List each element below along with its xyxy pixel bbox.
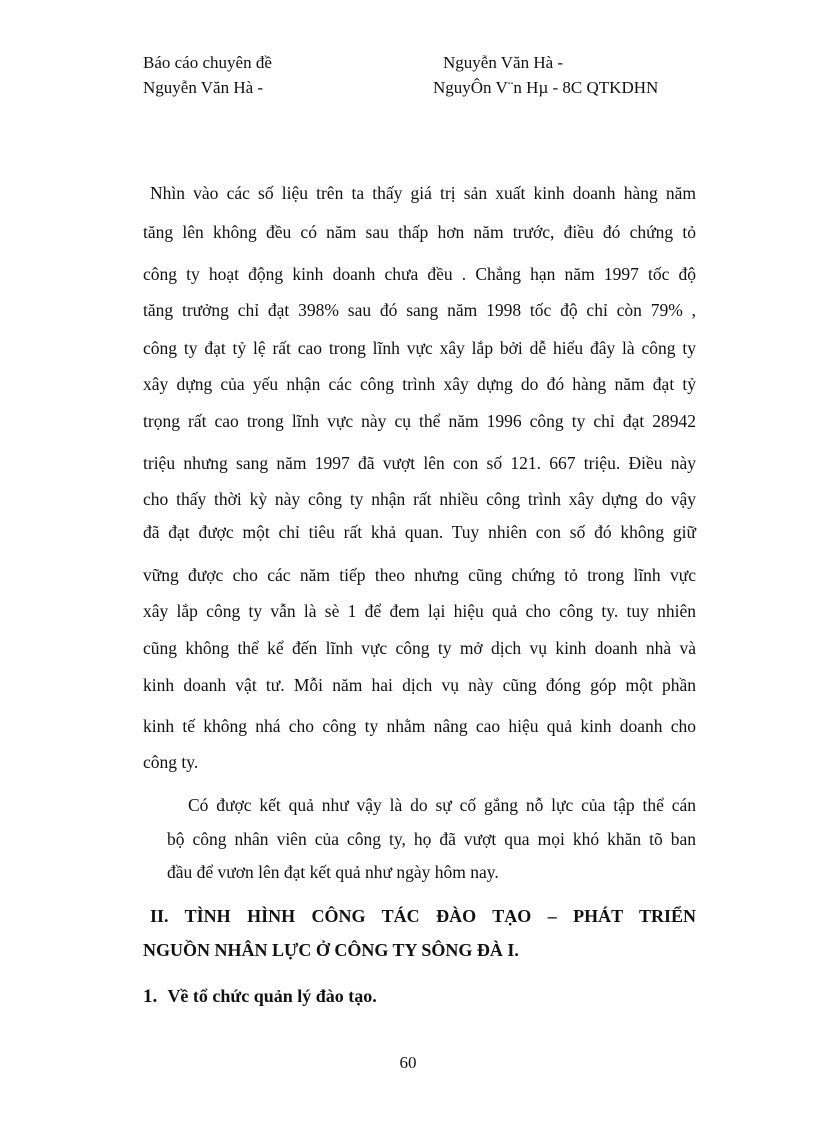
body-line: kinh doanh vật tư. Mỗi năm hai dịch vụ này cũng đóng góp một phần (143, 675, 696, 695)
body-line: vững được cho các năm tiếp theo nhưng cũng chứng tỏ trong lĩnh vực (143, 565, 696, 585)
body-line: tăng lên không đều có năm sau thấp hơn năm trước, điều đó chứng tỏ (143, 222, 696, 242)
header-left-line1: Báo cáo chuyên đề (143, 53, 272, 72)
header-right-line2: NguyÔn V¨n Hµ - 8C QTKDHN (433, 78, 659, 97)
body-line: Nhìn vào các số liệu trên ta thấy giá trị sản xuất kinh doanh hàng năm (150, 183, 696, 203)
body-line: công ty đạt tỷ lệ rất cao trong lĩnh vực xây lắp bởi dễ hiểu đây là công ty (143, 338, 696, 358)
section-heading-line1: II. TÌNH HÌNH CÔNG TÁC ĐÀO TẠO – PHÁT TRIỂN (150, 906, 696, 926)
subsection-heading (143, 986, 377, 1008)
body-line: Có được kết quả như vậy là do sự cố gắng nỗ lực của tập thể cán (188, 795, 696, 815)
body-line: kinh tế không nhá cho công ty nhằm nâng cao hiệu quả kinh doanh cho (143, 716, 696, 736)
body-line: công ty hoạt động kinh doanh chưa đều . Chẳng hạn năm 1997 tốc độ (143, 264, 696, 284)
body-line: đã đạt được một chỉ tiêu rất khả quan. Tuy nhiên con số đó không giữ (143, 522, 696, 542)
header-left-line2: Nguyễn Văn Hà - (143, 78, 264, 97)
body-line: tăng trưởng chỉ đạt 398% sau đó sang năm 1998 tốc độ chỉ còn 79% , (143, 300, 696, 320)
page-number: 60 (399, 1053, 417, 1072)
body-line: trọng rất cao trong lĩnh vực này cụ thể năm 1996 công ty chỉ đạt 28942 (143, 411, 696, 431)
body-line: triệu nhưng sang năm 1997 đã vượt lên con số 121. 667 triệu. Điều này (143, 453, 696, 473)
body-line: cho thấy thời kỳ này công ty nhận rất nhiều công trình xây dựng do vậy (143, 489, 696, 509)
subsection-number: 1. (143, 986, 158, 1007)
body-line: đầu để vươn lên đạt kết quả như ngày hôm nay. (167, 862, 499, 882)
section-heading-line2: NGUỒN NHÂN LỰC Ở CÔNG TY SÔNG ĐÀ I. (143, 940, 519, 960)
subsection-title: Về tổ chức quản lý đào tạo. (167, 986, 377, 1006)
body-line: xây lắp công ty vẫn là sè 1 để đem lại hiệu quả cho công ty. tuy nhiên (143, 601, 696, 621)
body-line: công ty. (143, 752, 199, 772)
body-line: bộ công nhân viên của công ty, họ đã vượt qua mọi khó khăn tõ ban (167, 829, 696, 849)
header-right-line1: Nguyễn Văn Hà - (443, 53, 564, 72)
body-line: xây dựng của yếu nhận các công trình xây dựng do đó hàng năm đạt tỷ (143, 374, 696, 394)
body-line: cũng không thể kể đến lĩnh vực công ty mở dịch vụ kinh doanh nhà và (143, 638, 696, 658)
